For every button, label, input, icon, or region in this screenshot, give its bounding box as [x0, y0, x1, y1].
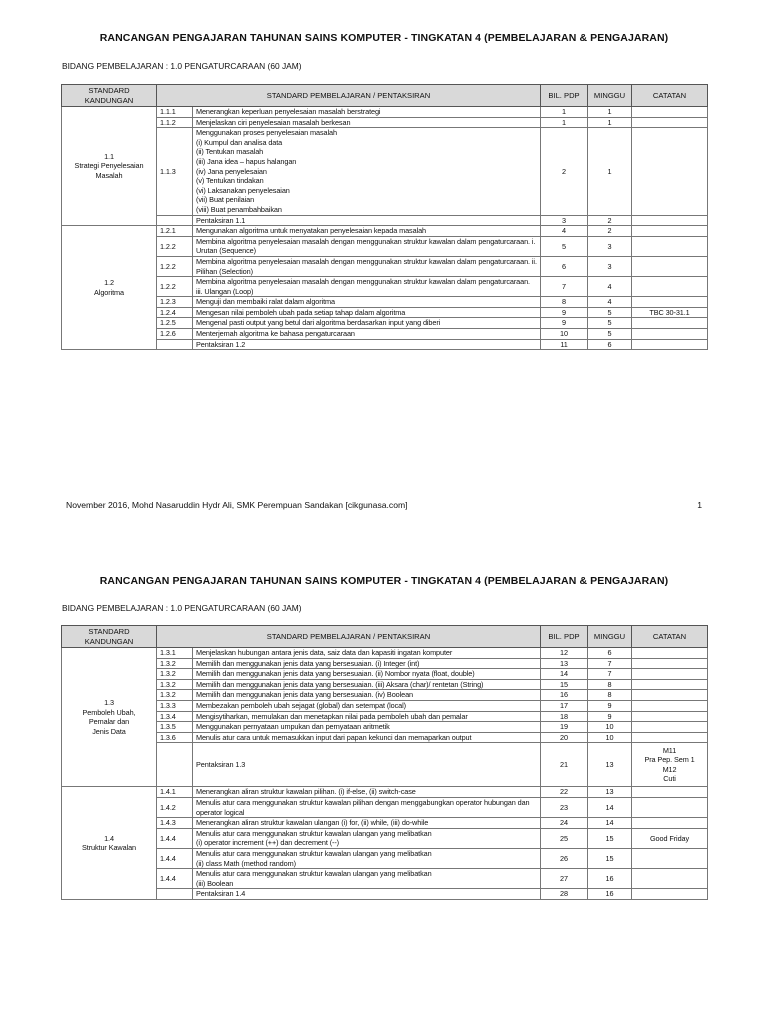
code-cell: 1.3.6 [157, 732, 193, 743]
code-cell: 1.3.4 [157, 711, 193, 722]
bil-pdp-cell: 1 [541, 107, 588, 118]
standard-pembelajaran-cell: Membezakan pemboleh ubah sejagat (global) dan setempat (local) [193, 700, 541, 711]
standard-pembelajaran-cell: Menggunakan proses penyelesaian masalah (i) Kumpul dan analisa data (ii) Tentukan masalah (iii) Jana idea – hapus halangan (iv) Jana penyelesaian (v) Tentukan tindakan (vi) Laksanakan penyelesaian (vii) Buat penilaian (viii) Buat penambahbaikan [193, 128, 541, 215]
page-title: RANCANGAN PENGAJARAN TAHUNAN SAINS KOMPUTER - TINGKATAN 4 (PEMBELAJARAN & PENGAJARAN) [99, 32, 669, 44]
code-cell: 1.2.3 [157, 297, 193, 308]
standard-pembelajaran-cell: Mengesan nilai pemboleh ubah pada setiap tahap dalam algoritma [193, 307, 541, 318]
catatan-cell [632, 700, 708, 711]
code-cell: 1.2.2 [157, 277, 193, 297]
code-cell: 1.2.2 [157, 256, 193, 276]
minggu-cell: 2 [588, 215, 632, 226]
bil-pdp-cell: 8 [541, 297, 588, 308]
rpt-table-page1 [61, 84, 708, 350]
standard-pembelajaran-cell: Membina algoritma penyelesaian masalah dengan menggunakan struktur kawalan dalam pengaturcaraan. iii. Ulangan (Loop) [193, 277, 541, 297]
header-standard-kandungan: STANDARD KANDUNGAN [62, 626, 157, 648]
catatan-cell [632, 318, 708, 329]
table-row [62, 329, 708, 340]
code-cell: 1.3.3 [157, 700, 193, 711]
code-cell: 1.2.1 [157, 226, 193, 237]
standard-pembelajaran-cell: Memilih dan menggunakan jenis data yang bersesuaian. (iii) Aksara (char)/ rentetan (String) [193, 679, 541, 690]
catatan-cell [632, 215, 708, 226]
standard-pembelajaran-cell: Menulis atur cara menggunakan struktur kawalan pilihan dengan menggabungkan operator hubungan dan operator logical [193, 797, 541, 817]
header-standard-pembelajaran: STANDARD PEMBELAJARAN / PENTAKSIRAN [157, 626, 541, 648]
bil-pdp-cell: 25 [541, 828, 588, 848]
minggu-cell: 14 [588, 797, 632, 817]
catatan-cell: TBC 30-31.1 [632, 307, 708, 318]
table-row [62, 818, 708, 829]
bil-pdp-cell: 5 [541, 236, 588, 256]
code-cell: 1.4.1 [157, 787, 193, 798]
code-cell: 1.2.5 [157, 318, 193, 329]
bil-pdp-cell: 23 [541, 797, 588, 817]
catatan-cell: M11 Pra Pep. Sem 1 M12 Cuti [632, 743, 708, 787]
standard-pembelajaran-cell: Menulis atur cara menggunakan struktur kawalan ulangan yang melibatkan (iii) Boolean [193, 869, 541, 889]
standard-kandungan-cell: 1.2 Algoritma [62, 226, 157, 350]
table-row [62, 679, 708, 690]
table-row [62, 797, 708, 817]
bil-pdp-cell: 3 [541, 215, 588, 226]
footer-text: November 2016, Mohd Nasaruddin Hydr Ali, SMK Perempuan Sandakan [cikgunasa.com] [66, 500, 408, 510]
code-cell: 1.4.4 [157, 848, 193, 868]
standard-pembelajaran-cell: Memilih dan menggunakan jenis data yang bersesuaian. (ii) Nombor nyata (float, double) [193, 669, 541, 680]
bil-pdp-cell: 10 [541, 329, 588, 340]
code-cell: 1.3.1 [157, 648, 193, 659]
catatan-cell [632, 818, 708, 829]
code-cell: 1.3.5 [157, 722, 193, 733]
header-standard-pembelajaran: STANDARD PEMBELAJARAN / PENTAKSIRAN [157, 85, 541, 107]
minggu-cell: 1 [588, 117, 632, 128]
catatan-cell [632, 848, 708, 868]
code-cell [157, 889, 193, 900]
standard-pembelajaran-cell: Mengisytiharkan, memulakan dan menetapkan nilai pada pemboleh ubah dan pemalar [193, 711, 541, 722]
table-row [62, 307, 708, 318]
minggu-cell: 9 [588, 711, 632, 722]
catatan-cell [632, 107, 708, 118]
bil-pdp-cell: 27 [541, 869, 588, 889]
code-cell [157, 215, 193, 226]
code-cell: 1.2.2 [157, 236, 193, 256]
standard-pembelajaran-cell: Menerangkan aliran struktur kawalan ulangan (i) for, (ii) while, (iii) do-while [193, 818, 541, 829]
minggu-cell: 13 [588, 743, 632, 787]
table-row [62, 297, 708, 308]
minggu-cell: 8 [588, 679, 632, 690]
table-row [62, 743, 708, 787]
code-cell: 1.4.4 [157, 869, 193, 889]
catatan-cell [632, 128, 708, 215]
standard-pembelajaran-cell: Menguji dan membaiki ralat dalam algoritma [193, 297, 541, 308]
bil-pdp-cell: 15 [541, 679, 588, 690]
table-row [62, 722, 708, 733]
bil-pdp-cell: 11 [541, 339, 588, 350]
table-row [62, 226, 708, 237]
minggu-cell: 5 [588, 307, 632, 318]
standard-pembelajaran-cell: Menulis atur cara untuk memasukkan input dari papan kekunci dan memaparkan output [193, 732, 541, 743]
minggu-cell: 3 [588, 256, 632, 276]
standard-pembelajaran-cell: Mengenal pasti output yang betul dari algoritma berdasarkan input yang diberi [193, 318, 541, 329]
catatan-cell [632, 339, 708, 350]
standard-pembelajaran-cell: Pentaksiran 1.3 [193, 743, 541, 787]
table-row [62, 700, 708, 711]
minggu-cell: 7 [588, 658, 632, 669]
bil-pdp-cell: 26 [541, 848, 588, 868]
table-row [62, 732, 708, 743]
bil-pdp-cell: 17 [541, 700, 588, 711]
minggu-cell: 1 [588, 128, 632, 215]
bil-pdp-cell: 9 [541, 318, 588, 329]
minggu-cell: 5 [588, 329, 632, 340]
minggu-cell: 8 [588, 690, 632, 701]
bil-pdp-cell: 9 [541, 307, 588, 318]
minggu-cell: 15 [588, 848, 632, 868]
bil-pdp-cell: 24 [541, 818, 588, 829]
table-row [62, 648, 708, 659]
standard-pembelajaran-cell: Menerangkan aliran struktur kawalan pilihan. (i) if-else, (ii) switch-case [193, 787, 541, 798]
table-row [62, 318, 708, 329]
bil-pdp-cell: 6 [541, 256, 588, 276]
table-row [62, 669, 708, 680]
table-row [62, 889, 708, 900]
bil-pdp-cell: 1 [541, 117, 588, 128]
code-cell: 1.1.1 [157, 107, 193, 118]
table-row [62, 658, 708, 669]
minggu-cell: 6 [588, 339, 632, 350]
table-row [62, 848, 708, 868]
table-row [62, 236, 708, 256]
table-row [62, 277, 708, 297]
standard-pembelajaran-cell: Menerangkan keperluan penyelesaian masalah berstrategi [193, 107, 541, 118]
bil-pdp-cell: 20 [541, 732, 588, 743]
code-cell: 1.1.3 [157, 128, 193, 215]
code-cell: 1.4.2 [157, 797, 193, 817]
bil-pdp-cell: 22 [541, 787, 588, 798]
header-catatan: CATATAN [632, 85, 708, 107]
table-row [62, 711, 708, 722]
catatan-cell [632, 226, 708, 237]
bil-pdp-cell: 4 [541, 226, 588, 237]
catatan-cell [632, 869, 708, 889]
table-row [62, 339, 708, 350]
catatan-cell: Good Friday [632, 828, 708, 848]
header-bil-pdp: BIL. PDP [541, 626, 588, 648]
table-row [62, 256, 708, 276]
bil-pdp-cell: 28 [541, 889, 588, 900]
bidang-pembelajaran: BIDANG PEMBELAJARAN : 1.0 PENGATURCARAAN (60 JAM) [62, 61, 302, 71]
code-cell: 1.4.4 [157, 828, 193, 848]
standard-kandungan-cell: 1.1 Strategi Penyelesaian Masalah [62, 107, 157, 226]
minggu-cell: 4 [588, 297, 632, 308]
table-row [62, 828, 708, 848]
table-header-row [62, 85, 708, 107]
minggu-cell: 15 [588, 828, 632, 848]
catatan-cell [632, 658, 708, 669]
catatan-cell [632, 117, 708, 128]
rpt-table-page2 [61, 625, 708, 900]
bil-pdp-cell: 13 [541, 658, 588, 669]
table-row [62, 215, 708, 226]
minggu-cell: 10 [588, 722, 632, 733]
page-number: 1 [697, 500, 702, 510]
catatan-cell [632, 711, 708, 722]
catatan-cell [632, 889, 708, 900]
bil-pdp-cell: 19 [541, 722, 588, 733]
minggu-cell: 4 [588, 277, 632, 297]
standard-kandungan-cell: 1.4 Struktur Kawalan [62, 787, 157, 900]
catatan-cell [632, 722, 708, 733]
bil-pdp-cell: 16 [541, 690, 588, 701]
code-cell: 1.3.2 [157, 669, 193, 680]
catatan-cell [632, 329, 708, 340]
table-row [62, 128, 708, 215]
standard-pembelajaran-cell: Pentaksiran 1.4 [193, 889, 541, 900]
standard-pembelajaran-cell: Menjelaskan ciri penyelesaian masalah berkesan [193, 117, 541, 128]
standard-pembelajaran-cell: Membina algoritma penyelesaian masalah dengan menggunakan struktur kawalan dalam pengaturcaraan. ii. Pilihan (Selection) [193, 256, 541, 276]
page-footer [66, 500, 702, 510]
minggu-cell: 6 [588, 648, 632, 659]
catatan-cell [632, 669, 708, 680]
table-row [62, 117, 708, 128]
minggu-cell: 9 [588, 700, 632, 711]
catatan-cell [632, 277, 708, 297]
catatan-cell [632, 236, 708, 256]
code-cell: 1.2.6 [157, 329, 193, 340]
catatan-cell [632, 679, 708, 690]
minggu-cell: 16 [588, 869, 632, 889]
standard-pembelajaran-cell: Memilih dan menggunakan jenis data yang bersesuaian. (i) Integer (int) [193, 658, 541, 669]
catatan-cell [632, 787, 708, 798]
bil-pdp-cell: 7 [541, 277, 588, 297]
standard-pembelajaran-cell: Menterjemah algoritma ke bahasa pengaturcaraan [193, 329, 541, 340]
standard-pembelajaran-cell: Pentaksiran 1.2 [193, 339, 541, 350]
catatan-cell [632, 732, 708, 743]
standard-pembelajaran-cell: Menulis atur cara menggunakan struktur kawalan ulangan yang melibatkan (i) operator increment (++) dan decrement (--) [193, 828, 541, 848]
standard-pembelajaran-cell: Menulis atur cara menggunakan struktur kawalan ulangan yang melibatkan (ii) class Math (method random) [193, 848, 541, 868]
minggu-cell: 13 [588, 787, 632, 798]
catatan-cell [632, 297, 708, 308]
standard-pembelajaran-cell: Menjelaskan hubungan antara jenis data, saiz data dan kapasiti ingatan komputer [193, 648, 541, 659]
table-header-row [62, 626, 708, 648]
minggu-cell: 2 [588, 226, 632, 237]
code-cell [157, 743, 193, 787]
catatan-cell [632, 797, 708, 817]
code-cell [157, 339, 193, 350]
header-minggu: MINGGU [588, 626, 632, 648]
bil-pdp-cell: 14 [541, 669, 588, 680]
bil-pdp-cell: 12 [541, 648, 588, 659]
code-cell: 1.1.2 [157, 117, 193, 128]
table-row [62, 690, 708, 701]
table-row [62, 787, 708, 798]
header-standard-kandungan: STANDARD KANDUNGAN [62, 85, 157, 107]
code-cell: 1.4.3 [157, 818, 193, 829]
catatan-cell [632, 648, 708, 659]
bil-pdp-cell: 21 [541, 743, 588, 787]
bidang-pembelajaran: BIDANG PEMBELAJARAN : 1.0 PENGATURCARAAN (60 JAM) [62, 603, 302, 613]
minggu-cell: 7 [588, 669, 632, 680]
page-title: RANCANGAN PENGAJARAN TAHUNAN SAINS KOMPUTER - TINGKATAN 4 (PEMBELAJARAN & PENGAJARAN) [99, 575, 669, 587]
minggu-cell: 16 [588, 889, 632, 900]
code-cell: 1.3.2 [157, 658, 193, 669]
standard-pembelajaran-cell: Membina algoritma penyelesaian masalah dengan menggunakan struktur kawalan dalam pengaturcaraan. i. Urutan (Sequence) [193, 236, 541, 256]
minggu-cell: 1 [588, 107, 632, 118]
header-minggu: MINGGU [588, 85, 632, 107]
table-row [62, 869, 708, 889]
standard-pembelajaran-cell: Memilih dan menggunakan jenis data yang bersesuaian. (iv) Boolean [193, 690, 541, 701]
bil-pdp-cell: 18 [541, 711, 588, 722]
minggu-cell: 5 [588, 318, 632, 329]
catatan-cell [632, 256, 708, 276]
header-catatan: CATATAN [632, 626, 708, 648]
code-cell: 1.3.2 [157, 679, 193, 690]
minggu-cell: 14 [588, 818, 632, 829]
standard-pembelajaran-cell: Menggunakan pernyataan umpukan dan pernyataan aritmetik [193, 722, 541, 733]
minggu-cell: 10 [588, 732, 632, 743]
header-bil-pdp: BIL. PDP [541, 85, 588, 107]
table-row [62, 107, 708, 118]
code-cell: 1.3.2 [157, 690, 193, 701]
standard-kandungan-cell: 1.3 Pemboleh Ubah, Pemalar dan Jenis Data [62, 648, 157, 787]
standard-pembelajaran-cell: Pentaksiran 1.1 [193, 215, 541, 226]
catatan-cell [632, 690, 708, 701]
code-cell: 1.2.4 [157, 307, 193, 318]
standard-pembelajaran-cell: Mengunakan algoritma untuk menyatakan penyelesaian kepada masalah [193, 226, 541, 237]
bil-pdp-cell: 2 [541, 128, 588, 215]
minggu-cell: 3 [588, 236, 632, 256]
